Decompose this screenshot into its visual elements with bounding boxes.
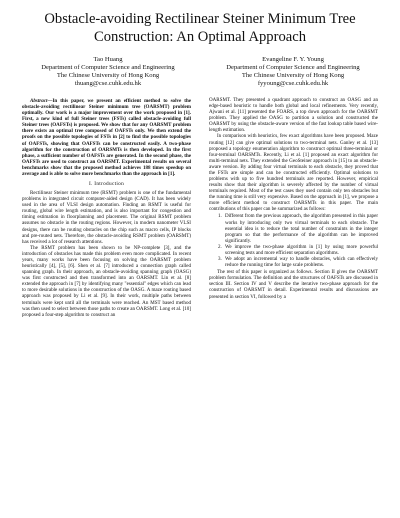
author-name: Tao Huang xyxy=(93,56,123,63)
paper-title: Obstacle-avoiding Rectilinear Steiner Minimum Tree Construction: An Optimal Approach xyxy=(44,11,356,45)
author-name: Evangeline F. Y. Young xyxy=(262,56,324,63)
author-department: Department of Computer Science and Engineering xyxy=(226,64,360,72)
author-university: The Chinese University of Hong Kong xyxy=(56,72,160,80)
body-paragraph: In comparison with heuristics, few exact algorithms have been proposed. Maze routing [12] can give optimal solutions to two-terminal nets. Ganley et al. [13] proposed a topology enumeration algorithm to construct optimal three-terminal or four-terminal OARSMTs. Recently, Li et al. [1] proposed an exact algorithm for multi-terminal nets. They extended the GeoSteiner approach in [15] to an obstacle-aware version. By adding four virtual terminals to each obstacle, they proved that the FSTs are simple and can be constructed efficiently. Optimal solutions to problems with up to five hundred terminals are reported. However, empirical results show that their algorithm is severely affected by the number of virtual terminals required. Most of the test cases they used contain only ten obstacles but the running time is still very expensive. Based on the approach in [1], we propose a more efficient method to construct OARSMTs in this paper. The main contributions of this paper can be summarized as follows: xyxy=(209,133,378,213)
abstract xyxy=(22,98,191,177)
body-paragraph: The rest of this paper is organized as follows. Section II gives the OARSMT problem formulation. The definition and the structures of OAFSTs are discussed in section III. Section IV and V describe the iterative two-phase approach for the construction of OARSMT in detail. Experimental results and discussions are presented in section VI, followed by a xyxy=(209,269,378,300)
left-column xyxy=(22,98,191,318)
right-column xyxy=(209,97,378,300)
list-item: 3. We adopt an incremental way to handle obstacles, which can effectively reduce the running time for large scale problems. xyxy=(223,256,378,268)
author-department: Department of Computer Science and Engineering xyxy=(41,64,175,72)
abstract-label: Abstract xyxy=(30,98,48,104)
author-university: The Chinese University of Hong Kong xyxy=(241,72,345,80)
body-paragraph: The RSMT problem has been shown to be NP-complete [3], and the introduction of obstacles has made this problem even more complicated. In recent years, many works have been focusing on solving the OARSMT problem heuristically [4], [5], [6]. Shen et al. [7] introduced a connection graph called spanning graph. In their approach, an obstacle-avoiding spanning graph (OASG) was first constructed and then transformed into an OARSMT. Lin et al. [8] extended the approach in [7] by identifying many "essential" edges which can lead to more desirable solutions in the construction of the OASG. A maze routing based approach was proposed by Li et al. [9]. In their work, multiple paths between terminals were kept until all the terminals were reached. An MST based method was then used to select between those paths to create an OARSMT. Long et al. [10] proposed a four-step algorithm to construct an xyxy=(22,244,191,318)
author-email: fyyoung@cse.cuhk.edu.hk xyxy=(257,80,329,88)
list-item: 2. We improve the two-phase algorithm in [1] by using more powerful screening tests and more efficient separation algorithms. xyxy=(223,244,378,256)
author-email: thuang@cse.cuhk.edu.hk xyxy=(74,80,142,88)
contributions-list xyxy=(209,213,378,268)
section-heading-introduction: I. Introduction xyxy=(88,181,125,188)
author-block-1 xyxy=(23,56,193,88)
body-paragraph: OARSMT. They presented a quadrant approach to construct an OASG and an edge-based heuristic to handle both global and local refinements. Very recently, Ajwani et al. [11] presented the FOARS, a top down approach for the OARSMT problem. They applied the OASG to partition a solution and constructed the OARSMT by using the obstacle-aware version of the fast lookup table based wire-length estimation. xyxy=(209,97,378,134)
list-item: 1. Different from the previous approach, the algorithm presented in this paper works by introducing only two virtual terminals to each obstacle. The essential idea is to reduce the total number of constraints in the integer program so that the performance of the algorithm can be improved significantly. xyxy=(223,213,378,243)
abstract-text: —In this paper, we present an efficient method to solve the obstacle-avoiding rectilinear Steiner minimum tree (OARSMT) problem optimally. Our work is a major improvement over the work proposed in [1]. First, a new kind of full Steiner trees (FSTs) called obstacle-avoiding full Steiner trees (OAFSTs) is proposed. We show that for any OARSMT problem there exists an optimal tree composed of OAFSTs only. We then extend the proofs on the possible topologies of FSTs in [2] to find the possible topologies of OAFSTs, showing that OAFSTs can be constructed easily. A two-phase algorithm for the construction of OARSMTs is then developed. In the first phase, a sufficient number of OAFSTs are generated. In the second phase, the OAFSTs are used to construct an OARSMT. Experimental results on several benchmarks show that the proposed method achieves 188 times speedup on average and is able to solve more benchmarks than the approach in [1]. xyxy=(22,98,191,177)
body-paragraph: Rectilinear Steiner minimum tree (RSMT) problem is one of the fundamental problems in integrated circuit computer-aided design (CAD). It has been widely used in the area of VLSI design automation. Finding an RSMT is useful for routing, global wire length estimation, and is also important for congestion and timing estimation in floorplanning and placement. The original RSMT problem assumes no obstacle in the routing regions. However, in modern nanometer VLSI designs, there can be routing obstacles on the chip such as macro cells, IP blocks and pre-routed nets. Therefore, the obstacle-avoiding RSMT problem (OARSMT) has received a lot of research attentions. xyxy=(22,190,191,245)
author-block-2 xyxy=(208,56,378,88)
